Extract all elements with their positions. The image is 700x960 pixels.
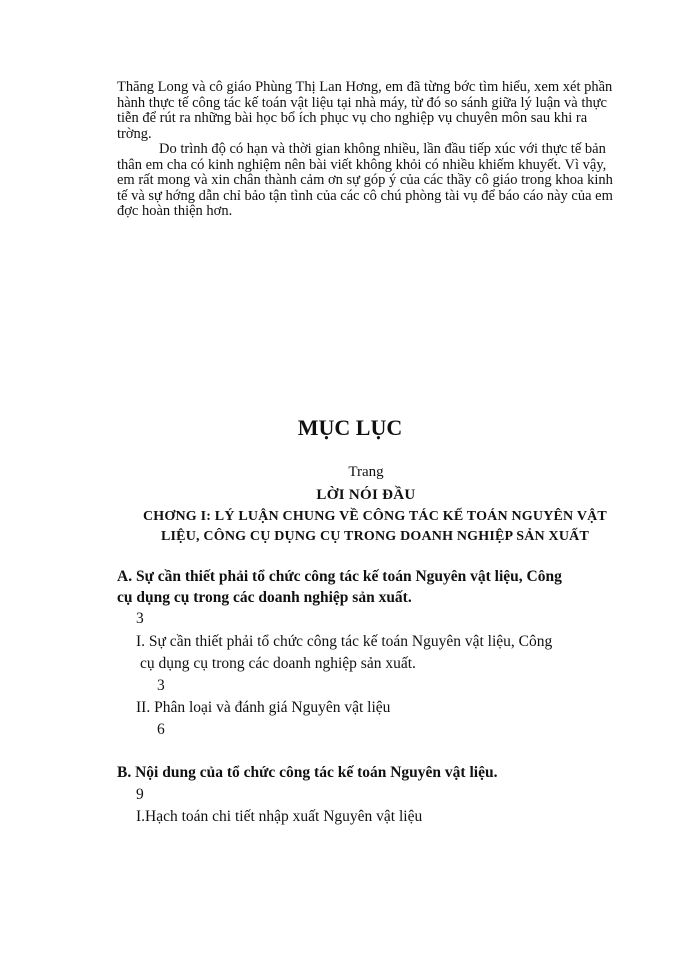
toc-entry-b1-line1: I.Hạch toán chi tiết nhập xuất Nguyên vật liệu xyxy=(136,808,423,825)
intro-paragraph-2: Do trình độ có hạn và thời gian không nhiều, lần đầu tiếp xúc với thực tế bản thân em cha có kinh nghiệm nên bài viết không khỏi có nhiều khiếm khuyết. Vì vậy, em rất mong và xin chân thành cảm ơn sự góp ý của các thầy cô giáo trong khoa kinh tế và sự hớng dẫn chỉ bảo tận tình của các cô chú phòng tài vụ để báo cáo này của em đợc hoàn thiện hơn. xyxy=(117,141,613,219)
toc-entry-a1-line2: cụ dụng cụ trong các doanh nghiệp sản xuất. xyxy=(140,655,416,672)
toc-entry-b-line1: B. Nội dung của tổ chức công tác kế toán Nguyên vật liệu. xyxy=(117,764,498,781)
toc-entry-a-line2: cụ dụng cụ trong các doanh nghiệp sản xuất. xyxy=(117,589,412,606)
toc-page-header: Trang xyxy=(348,464,384,480)
toc-preface: LỜI NÓI ĐẦU xyxy=(316,487,416,503)
toc-entry-a2-page: 6 xyxy=(157,721,165,738)
toc-entry-b-page: 9 xyxy=(136,786,144,803)
toc-entry-a-line1: A. Sự cần thiết phải tổ chức công tác kế toán Nguyên vật liệu, Công xyxy=(117,568,562,585)
intro-paragraph-1: Thăng Long và cô giáo Phùng Thị Lan Hơng, em đã từng bớc tìm hiểu, xem xét phần hành thực tế công tác kế toán vật liệu tại nhà máy, từ đó so sánh giữa lý luận và thực tiễn để rút ra những bài học bổ ích phục vụ cho nghiệp vụ chuyên môn sau khi ra trờng. xyxy=(117,79,613,142)
toc-title: MỤC LỤC xyxy=(297,415,403,440)
toc-entry-a1-page: 3 xyxy=(157,677,165,694)
intro-section xyxy=(117,80,614,220)
toc-chapter-heading: CHƠNG I: LÝ LUẬN CHUNG VỀ CÔNG TÁC KẾ TOÁN NGUYÊN VẬT LIỆU, CÔNG CỤ DỤNG CỤ TRONG DOANH NGHIỆP SẢN XUẤT xyxy=(143,509,607,544)
toc-entry-a2-line1: II. Phân loại và đánh giá Nguyên vật liệu xyxy=(136,699,391,716)
toc-entry-a-page: 3 xyxy=(136,610,144,627)
toc-entry-a1-line1: I. Sự cần thiết phải tổ chức công tác kế toán Nguyên vật liệu, Công xyxy=(136,633,553,650)
